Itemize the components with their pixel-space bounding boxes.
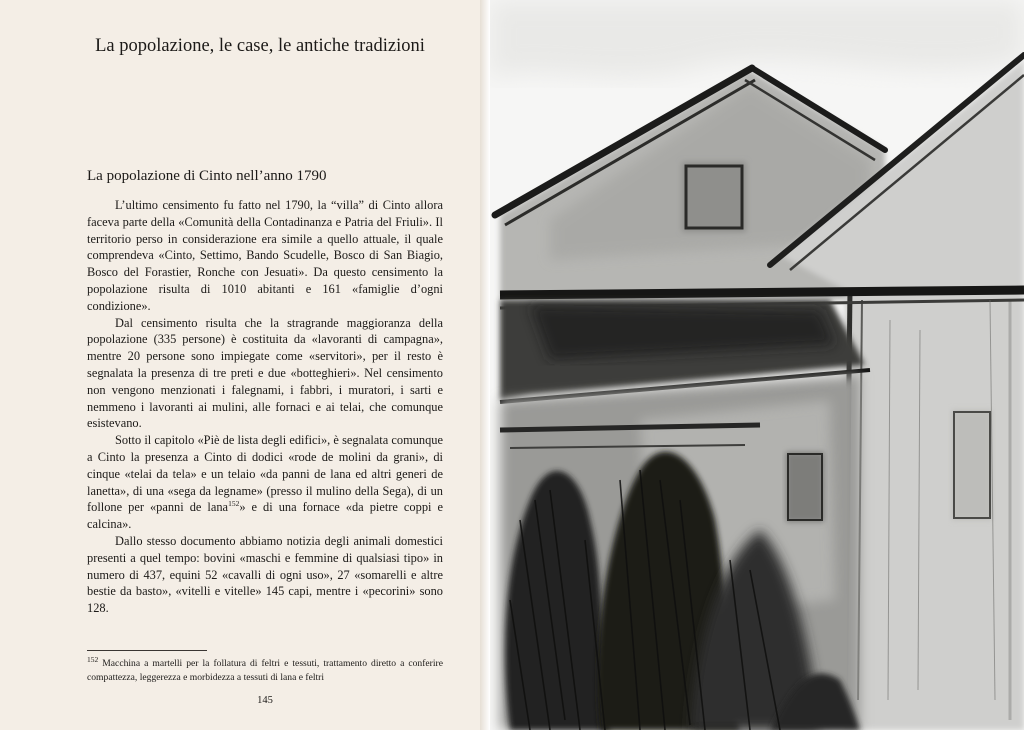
- page-number: 145: [257, 695, 273, 706]
- paragraph-1: L’ultimo censimento fu fatto nel 1790, la “villa” di Cinto allora faceva parte della «Comunità della Contadinanza e Patria del Friuli». Il territorio perso in considerazione era simile a quello attuale, il quale comprendeva «Cinto, Settimo, Bando Scudelle, Bosco di San Biagio, Bosco del Forastier, Ronche con Jesuati». Da questo censimento la popolazione risulta di 1010 abitanti e 161 «famiglie d’ogni condizione».: [87, 198, 443, 313]
- ink-wash-illustration: [490, 0, 1024, 730]
- paragraph-4: Dallo stesso documento abbiamo notizia degli animali domestici presenti a quel tempo: bovini «maschi e femmine di qualsiasi tipo» in numero di 437, equini 52 «cavalli di ogni uso», 27 «somarelli e altre bestie da basto», «vitelli e vitelle» 145 capi, mentre i «pecorini» sono 128.: [87, 533, 443, 616]
- footnote-reference[interactable]: 152: [228, 499, 240, 509]
- paragraph-2: Dal censimento risulta che la stragrande maggioranza della popolazione (335 persone) è costituita da «lavoranti di campagna», mentre 20 persone sono impiegate come «servitori», per il resto è segnalata la presenza di tre preti e due «botteghieri». Nel censimento non vengono menzionati i falegnami, i fabbri, i muratori, i sarti e nemmeno i lavoranti ai mulini, alle fornaci e ai telai, che comunque esistevano.: [87, 315, 443, 431]
- paragraph-3-text-end: » e di una fornace «da pietre coppi e calcina».: [87, 500, 443, 532]
- section-title: La popolazione di Cinto nell’anno 1790: [87, 168, 327, 184]
- paragraph-3: [87, 432, 443, 533]
- footnote: [87, 654, 443, 684]
- lower-window: [786, 452, 824, 522]
- paragraph-3-text: Sotto il capitolo «Piè de lista degli edifici», è segnalata comunque a Cinto la presenza a Cinto di dodici «rode de molini da grani», di cinque «telai da tela» e un telaio «da panni de lana ed altri generi de lanetta», di una «sega da legname» (presso il mulino della Sega), di un follone per «panni de lana: [87, 433, 443, 515]
- footnote-number: 152: [87, 654, 99, 664]
- body-text: [87, 197, 443, 617]
- side-window: [952, 410, 992, 520]
- right-page: [490, 0, 1024, 730]
- eaves-band: [500, 290, 1024, 295]
- footnote-text: Macchina a martelli per la follatura di feltri e tessuti, trattamento diretto a conferire compattezza, leggerezza e morbidezza a tessuti di lana e feltri: [87, 658, 443, 683]
- footnote-divider: [87, 650, 207, 651]
- running-title: La popolazione, le case, le antiche tradizioni: [95, 36, 425, 56]
- upper-window: [682, 162, 746, 232]
- book-gutter: [480, 0, 490, 730]
- left-page: [0, 0, 480, 730]
